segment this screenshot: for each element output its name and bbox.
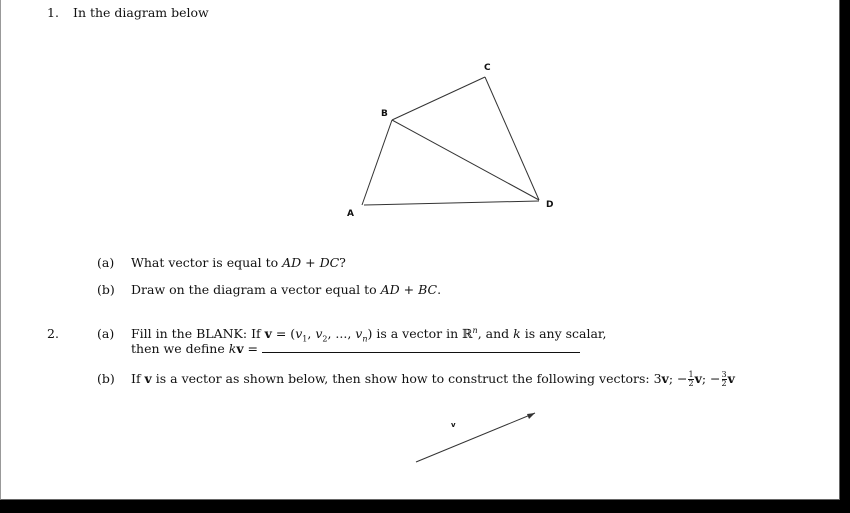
segment-ab [362,120,392,205]
q2a-line1: Fill in the BLANK: If $v = (v_1$, $v_2$, ..., $v_n$) is a vector in ℝ$^n$, and k is any scalar, [131,326,607,344]
q1a-label: (a) [97,255,115,270]
segment-bc [392,77,485,120]
label-c: C [484,63,491,73]
vector-v-line [416,413,535,462]
q1b-label: (b) [97,282,115,297]
label-a: A [347,209,354,219]
segment-ad [364,201,539,205]
label-v: v [451,421,456,429]
vector-v-arrowhead [527,413,535,419]
question-1-intro: In the diagram below [73,5,209,20]
q2a-label: (a) [97,326,115,341]
label-b: B [381,109,388,119]
answer-blank[interactable] [262,342,580,353]
q1a-text: What vector is equal to AD + DC? [131,255,346,270]
q2b-label: (b) [97,371,115,386]
label-d: D [546,200,554,210]
q1b-text: Draw on the diagram a vector equal to AD + BC. [131,282,442,297]
question-2-number: 2. [47,326,59,341]
question-1-number: 1. [47,5,59,20]
segment-bd [392,120,539,200]
q2b-text: If v is a vector as shown below, then show how to construct the following vectors: 3v; − $\frac{1}{2}$ v; − $\frac{3}{2}$ v [131,370,735,388]
q2a-line2: then we define kv = [131,341,580,356]
segment-cd [485,77,539,200]
